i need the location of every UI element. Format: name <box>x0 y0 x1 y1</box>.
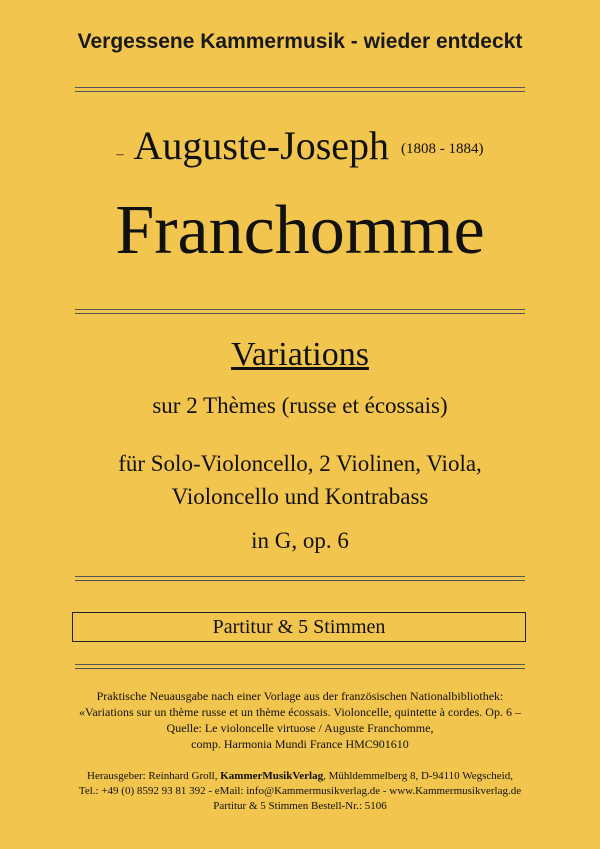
publisher-prefix: Herausgeber: Reinhard Groll, <box>87 770 218 782</box>
source-note <box>0 688 600 752</box>
instrumentation <box>0 447 600 513</box>
composer-dates: (1808 - 1884) <box>401 141 484 157</box>
source-line: Quelle: Le violoncelle virtuose / Auguste Franchomme, <box>166 721 434 735</box>
instrumentation-line: Violoncello und Kontrabass <box>171 484 429 509</box>
dash-mark: – <box>116 147 124 163</box>
composer-first-names: Auguste-Joseph <box>133 123 390 168</box>
work-title: Variations <box>231 336 369 373</box>
work-subtitle: sur 2 Thèmes (russe et écossais) <box>152 393 448 418</box>
composer-line <box>0 122 600 169</box>
publisher-line <box>0 769 600 784</box>
source-line: «Variations sur un thème russe et un thème écossais. Violoncelle, quintette à cordes. Op. 6 – <box>79 705 521 719</box>
divider-rule <box>75 87 525 92</box>
instrumentation-line: für Solo-Violoncello, 2 Violinen, Viola, <box>118 451 482 476</box>
edition-box: Partitur & 5 Stimmen <box>72 612 526 642</box>
divider-rule <box>75 664 525 669</box>
publisher-address: , Mühldemmelberg 8, D-94110 Wegscheid, <box>323 770 513 782</box>
source-line: Praktische Neuausgabe nach einer Vorlage aus der französischen Nationalbibliothek: <box>96 689 504 703</box>
series-title: Vergessene Kammermusik - wieder entdeckt <box>77 30 523 53</box>
order-number: Partitur & 5 Stimmen Bestell-Nr.: 5106 <box>213 800 387 812</box>
publisher-name: KammerMusikVerlag <box>220 770 324 782</box>
divider-rule <box>75 576 525 581</box>
divider-rule <box>75 309 525 314</box>
publisher-info <box>0 769 600 814</box>
publisher-contact: Tel.: +49 (0) 8592 93 81 392 - eMail: info@Kammermusikverlag.de - www.Kammermusikverlag.de <box>78 785 522 797</box>
key-opus: in G, op. 6 <box>251 528 349 553</box>
source-line: comp. Harmonia Mundi France HMC901610 <box>191 737 409 751</box>
composer-surname: Franchomme <box>115 192 485 269</box>
